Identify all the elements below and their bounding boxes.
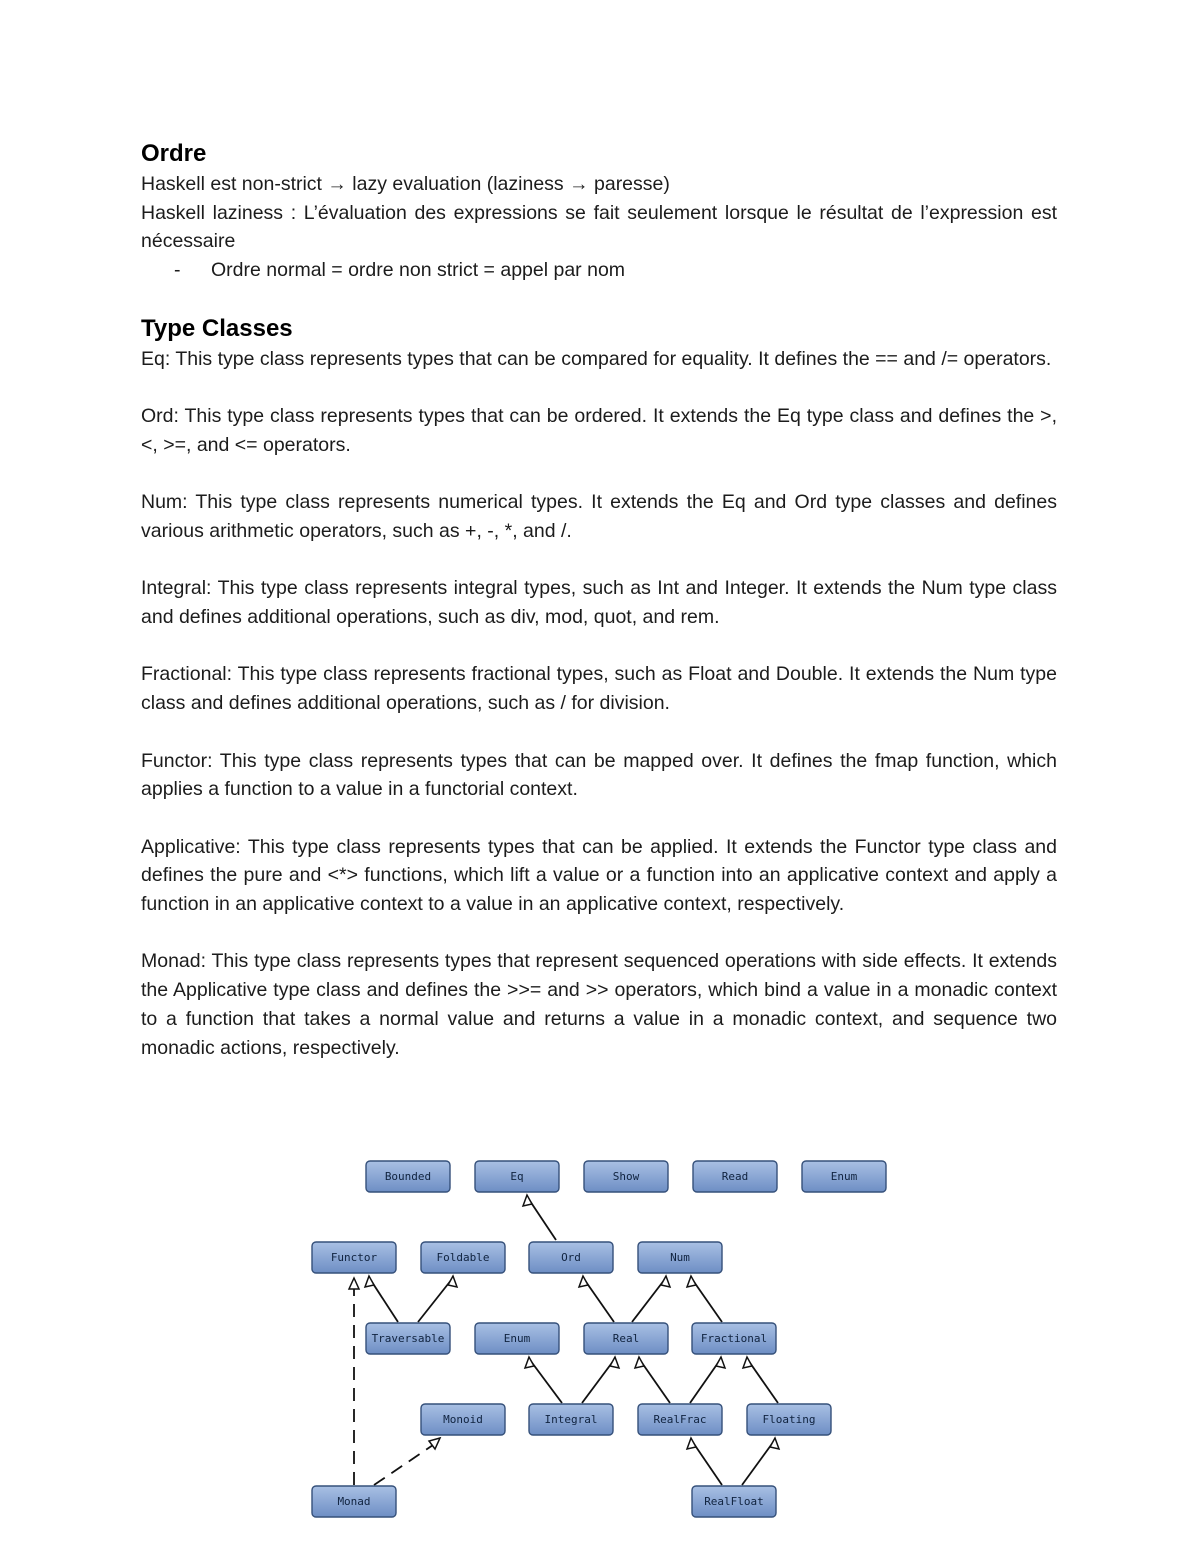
svg-text:Integral: Integral: [544, 1413, 598, 1426]
arrowhead-num-from-fractional: [687, 1276, 696, 1287]
bullet-dash: -: [174, 259, 181, 282]
node-realfloat: [692, 1486, 776, 1517]
node-monad: [312, 1486, 396, 1517]
node-eq: [475, 1161, 559, 1192]
node-enum-mid: [475, 1323, 559, 1354]
svg-text:Eq: Eq: [510, 1170, 524, 1183]
ordre-line-2: Haskell laziness : L’évaluation des expressions se fait seulement lorsque le résultat de l’expression est nécessaire: [141, 201, 1057, 253]
svg-text:Real: Real: [612, 1332, 640, 1345]
svg-text:RealFloat: RealFloat: [704, 1495, 764, 1508]
heading-ordre: Ordre: [141, 140, 207, 167]
node-bounded: [366, 1161, 450, 1192]
ordre-bullet-text: Ordre normal = ordre non strict = appel par nom: [211, 259, 626, 282]
edge-realfloat-floating: [742, 1441, 774, 1485]
svg-text:Functor: Functor: [330, 1251, 378, 1264]
svg-text:Bounded: Bounded: [384, 1170, 432, 1183]
svg-text:Traversable: Traversable: [371, 1332, 445, 1345]
paragraph-monad: Monad: This type class represents types that represent sequenced operations with side effects. It extends the Applicative type class and defines the >>= and >> operators, which bind a value in a monadic context to a function that takes a normal value and returns a value in a monadic context, and sequence two monadic actions, respectively.: [141, 950, 1057, 1059]
arrowhead-real-from-integral: [610, 1357, 619, 1368]
node-floating: [747, 1404, 831, 1435]
arrowhead-realfrac: [687, 1438, 696, 1449]
heading-type-classes: Type Classes: [141, 314, 293, 342]
node-monoid: [421, 1404, 505, 1435]
svg-text:Floating: Floating: [762, 1413, 816, 1426]
paragraph-functor: Functor: This type class represents types that can be mapped over. It defines the fmap function, which applies a function to a value in a functorial context.: [141, 749, 1057, 801]
arrowhead-foldable: [448, 1276, 457, 1287]
svg-text:Enum: Enum: [503, 1332, 531, 1345]
node-realfrac: [638, 1404, 722, 1435]
document-page: [141, 138, 1057, 1062]
svg-text:Show: Show: [612, 1170, 640, 1183]
svg-text:Monoid: Monoid: [443, 1413, 483, 1426]
arrowhead-floating: [770, 1438, 779, 1449]
arrowhead-num-from-real: [661, 1276, 670, 1287]
svg-text:RealFrac: RealFrac: [653, 1413, 707, 1426]
type-class-hierarchy-diagram: [300, 1150, 900, 1530]
arrowhead-fractional-from-floating: [743, 1357, 752, 1368]
node-integral: [529, 1404, 613, 1435]
node-foldable: [421, 1242, 505, 1273]
paragraph-num: Num: This type class represents numerical types. It extends the Eq and Ord type classes and defines various arithmetic operators, such as +, -, *, and /.: [141, 491, 1057, 542]
diagram-nodes: [312, 1161, 886, 1517]
arrowhead-real-from-realfrac: [635, 1357, 644, 1368]
edge-monad-monoid-dashed: [374, 1443, 436, 1485]
ordre-line-1: Haskell est non-strict → lazy evaluation (laziness → paresse): [141, 173, 670, 195]
arrowhead-enum-mid: [525, 1357, 534, 1368]
paragraph-applicative: Applicative: This type class represents types that can be applied. It extends the Functor type class and defines the pure and <*> functions, which lift a value or a function into an applicative context and apply a function in an applicative context to a value in an applicative context, respectively.: [141, 835, 1057, 916]
paragraph-eq: Eq: This type class represents types that can be compared for equality. It defines the == and /= operators.: [141, 347, 1052, 370]
arrowhead-ord: [579, 1276, 588, 1287]
paragraph-fractional: Fractional: This type class represents fractional types, such as Float and Double. It extends the Num type class and defines additional operations, such as / for division.: [141, 663, 1057, 715]
paragraph-ord: Ord: This type class represents types that can be ordered. It extends the Eq type class and defines the >, <, >=, and <= operators.: [141, 405, 1057, 456]
node-fractional: [692, 1323, 776, 1354]
arrowhead-functor-from-traversable: [365, 1276, 374, 1287]
ordre-bullet: [141, 256, 1057, 285]
node-read: [693, 1161, 777, 1192]
node-functor: [312, 1242, 396, 1273]
node-num: [638, 1242, 722, 1273]
svg-text:Num: Num: [670, 1251, 690, 1264]
svg-text:Monad: Monad: [337, 1495, 371, 1508]
svg-text:Foldable: Foldable: [436, 1251, 490, 1264]
node-enum-top: [802, 1161, 886, 1192]
node-ord: [529, 1242, 613, 1273]
svg-text:Ord: Ord: [561, 1251, 581, 1264]
svg-text:Fractional: Fractional: [700, 1332, 768, 1345]
arrowhead-functor-from-monad: [349, 1278, 359, 1289]
svg-text:Read: Read: [721, 1170, 749, 1183]
arrowhead-eq: [523, 1195, 532, 1206]
arrowhead-fractional-from-realfrac: [716, 1357, 725, 1368]
paragraph-integral: Integral: This type class represents integral types, such as Int and Integer. It extends the Num type class and defines additional operations, such as div, mod, quot, and rem.: [141, 577, 1057, 629]
node-show: [584, 1161, 668, 1192]
node-traversable: [366, 1323, 450, 1354]
svg-text:Enum: Enum: [830, 1170, 858, 1183]
node-real: [584, 1323, 668, 1354]
